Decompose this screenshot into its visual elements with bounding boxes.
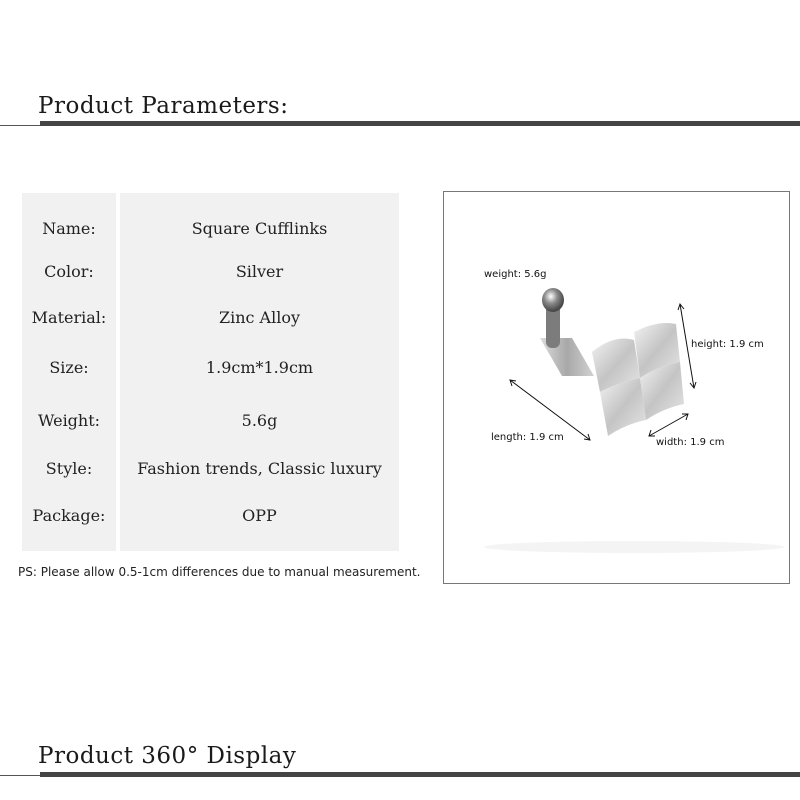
param-label: Weight: xyxy=(37,411,101,430)
param-value: 5.6g xyxy=(241,411,278,430)
width-label: width: 1.9 cm xyxy=(656,437,725,448)
param-value: Square Cufflinks xyxy=(191,219,328,238)
param-label: Material: xyxy=(31,308,107,327)
param-label: Style: xyxy=(45,459,93,478)
display-title: Product 360° Display xyxy=(38,743,297,769)
length-label: length: 1.9 cm xyxy=(491,432,564,443)
param-label: Name: xyxy=(42,219,96,238)
display-rule-thick xyxy=(40,772,800,777)
param-value: Silver xyxy=(235,262,284,281)
param-value: 1.9cm*1.9cm xyxy=(205,358,314,377)
parameters-title: Product Parameters: xyxy=(38,93,289,119)
cufflink-ball xyxy=(542,288,564,312)
param-label: Color: xyxy=(44,262,94,281)
product-image-box xyxy=(443,191,790,584)
height-label: height: 1.9 cm xyxy=(691,339,764,350)
parameters-rule-thick xyxy=(40,121,800,126)
param-value: OPP xyxy=(242,506,277,525)
param-label: Size: xyxy=(49,358,89,377)
measurement-note: PS: Please allow 0.5-1cm differences due to manual measurement. xyxy=(18,565,421,579)
weight-label: weight: 5.6g xyxy=(484,269,547,280)
parameters-rule-thin xyxy=(0,125,40,126)
cufflink-illustration xyxy=(444,192,789,583)
display-rule-thin xyxy=(0,775,40,776)
param-value: Fashion trends, Classic luxury xyxy=(137,459,382,478)
reflection xyxy=(484,541,784,553)
param-label: Package: xyxy=(32,506,106,525)
param-value: Zinc Alloy xyxy=(218,308,301,327)
